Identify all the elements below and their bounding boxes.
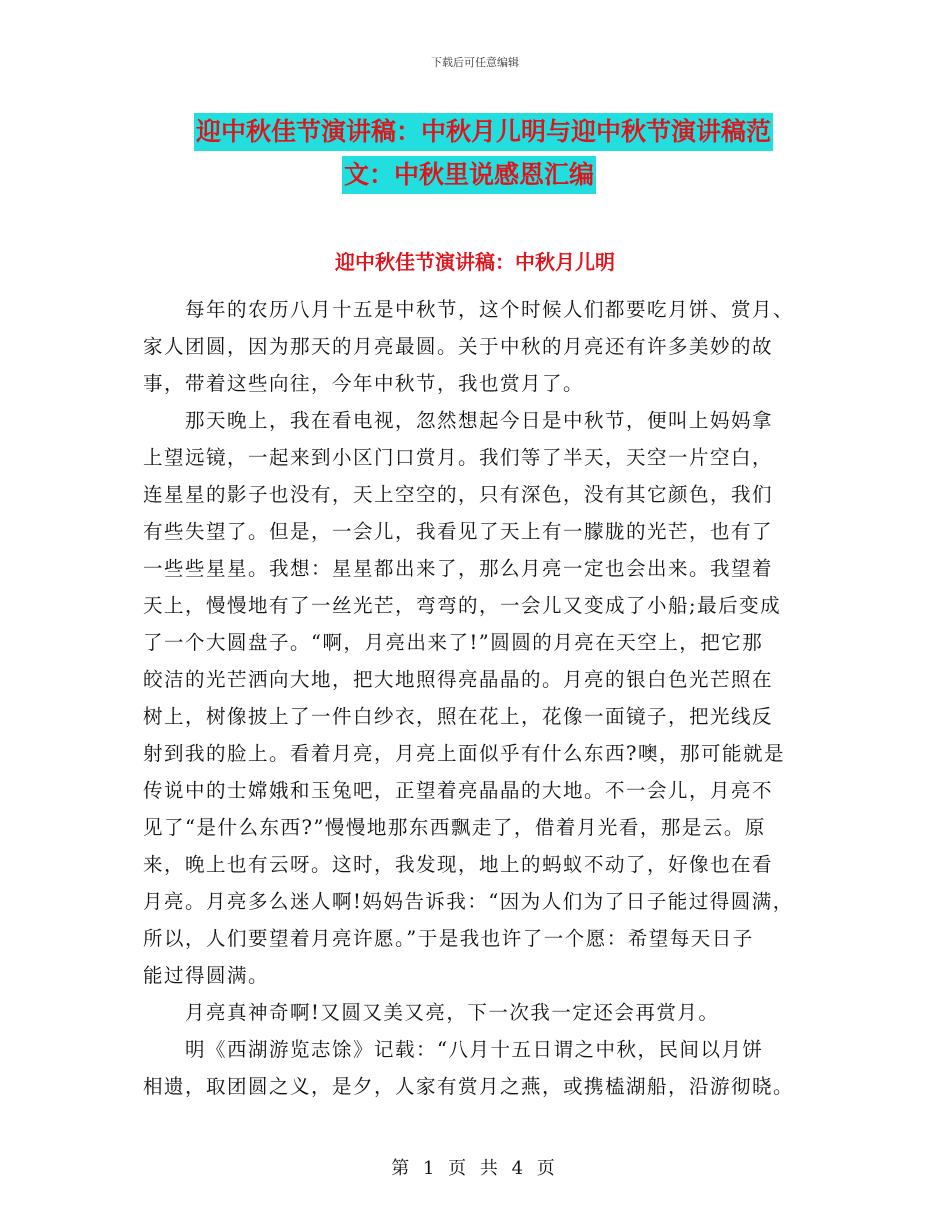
- text-line: 月亮真神奇啊!又圆又美又亮，下一次我一定还会再赏月。: [143, 1001, 720, 1024]
- text-line: 每年的农历八月十五是中秋节，这个时候人们都要吃月饼、赏月、: [143, 298, 795, 321]
- section-title: 迎中秋佳节演讲稿：中秋月儿明: [335, 250, 615, 274]
- text-line: 家人团圆，因为那天的月亮最圆。关于中秋的月亮还有许多美妙的故: [143, 335, 774, 358]
- text-line: 见了“是什么东西?”慢慢地那东西飘走了，借着月光看，那是云。原: [143, 816, 766, 839]
- text-line: 射到我的脸上。看着月亮，月亮上面似乎有什么东西?噢，那可能就是: [143, 742, 785, 765]
- text-line: 传说中的士嫦娥和玉兔吧，正望着亮晶晶的大地。不一会儿，月亮不: [143, 779, 774, 802]
- text-line: 相遗，取团圆之义，是夕，人家有赏月之燕，或携榼湖船，沿游彻晓。: [143, 1075, 795, 1098]
- text-line: 连星星的影子也没有，天上空空的，只有深色，没有其它颜色，我们: [143, 483, 774, 506]
- text-line: 了一个大圆盘子。“啊，月亮出来了!”圆圆的月亮在天空上，把它那: [143, 631, 764, 654]
- text-line: 能过得圆满。: [143, 964, 270, 987]
- text-line: 明《西湖游览志馀》记载：“八月十五日谓之中秋，民间以月饼: [143, 1038, 764, 1061]
- text-line: 上望远镜，一起来到小区门口赏月。我们等了半天，天空一片空白，: [143, 446, 774, 469]
- text-line: 树上，树像披上了一件白纱衣，照在花上，花像一面镜子，把光线反: [143, 705, 774, 728]
- text-line: 那天晚上，我在看电视，忽然想起今日是中秋节，便叫上妈妈拿: [143, 409, 774, 432]
- document-title-line-1: 迎中秋佳节演讲稿：中秋月儿明与迎中秋节演讲稿范: [194, 113, 773, 151]
- text-line: 所以，人们要望着月亮许愿。”于是我也许了一个愿：希望每天日子: [143, 927, 754, 950]
- text-line: 事，带着这些向往，今年中秋节，我也赏月了。: [143, 372, 585, 395]
- text-line: 月亮。月亮多么迷人啊!妈妈告诉我：“因为人们为了日子能过得圆满，: [143, 890, 794, 913]
- text-line: 有些失望了。但是，一会儿，我看见了天上有一朦胧的光芒，也有了: [143, 520, 774, 543]
- text-line: 皎洁的光芒洒向大地，把大地照得亮晶晶的。月亮的银白色光芒照在: [143, 668, 774, 691]
- text-line: 天上，慢慢地有了一丝光芒，弯弯的，一会儿又变成了小船;最后变成: [143, 594, 782, 617]
- page-header: 下载后可任意编辑: [431, 56, 519, 69]
- text-line: 来，晚上也有云呀。这时，我发现，地上的蚂蚁不动了，好像也在看: [143, 853, 774, 876]
- text-line: 一些些星星。我想：星星都出来了，那么月亮一定也会出来。我望着: [143, 557, 774, 580]
- document-title-line-2: 文：中秋里说感恩汇编: [342, 156, 596, 194]
- page-footer: 第 1 页 共 4 页: [391, 1158, 559, 1179]
